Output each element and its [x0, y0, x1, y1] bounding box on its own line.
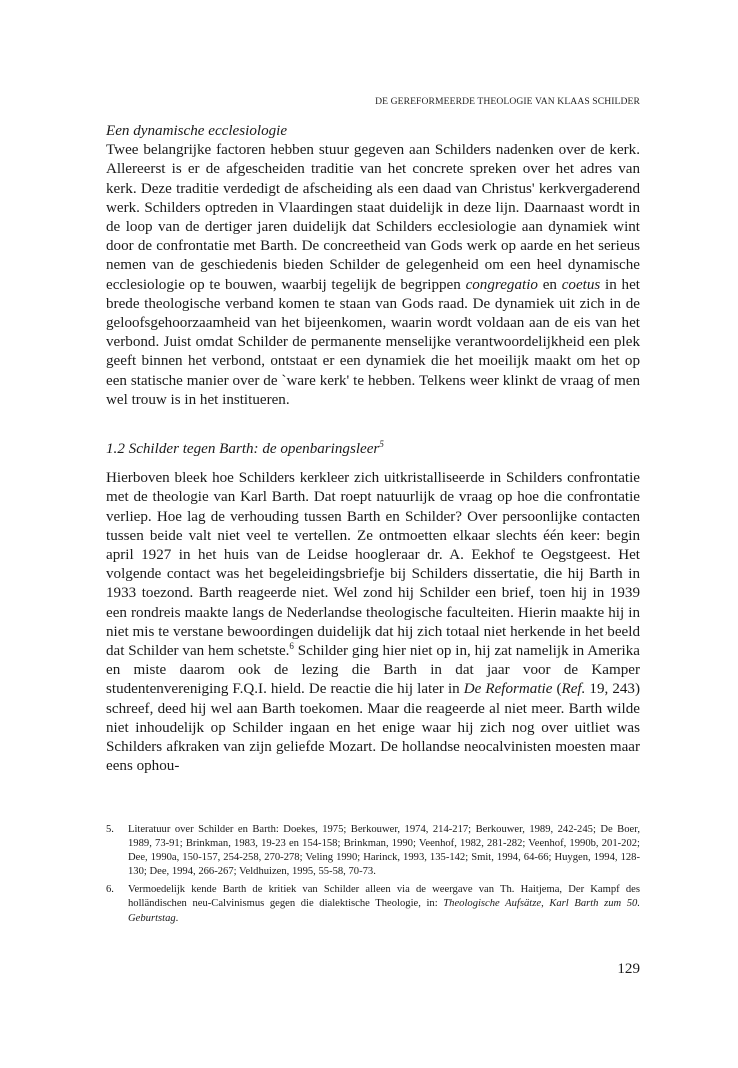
text-run: en — [537, 276, 562, 293]
footnote-6 — [106, 883, 640, 925]
main-text — [106, 122, 640, 777]
text-run: 19, 243) schreef, deed hij wel aan Barth toekomen. Maar die reageerde al niet meer. Barth wilde niet inhoudelijk op Schilder ingaan en het enige waar hij zich nog over uitliet was Schilders afkraken van zijn geliefde Mozart. De hollandse neocalvinisten moesten maar eens ophou- — [106, 681, 640, 775]
emphasis-congregatio: congregatio — [465, 276, 538, 293]
spacer — [106, 459, 640, 469]
heading-text: 1.2 Schilder tegen Barth: de openbaringsleer — [106, 441, 380, 458]
text-run: Schilder ging hier niet op in, hij zat namelijk in Amerika en miste daarom ook de lezing die Barth in dat jaar voor de Kamper studentenvereniging F.Q.I. hield. De reactie die hij later in — [106, 643, 640, 698]
text-run: . — [175, 912, 179, 924]
footnote-5 — [106, 823, 640, 879]
footnote-ref-6[interactable]: 6 — [289, 641, 294, 652]
text-run: Twee belangrijke factoren hebben stuur gegeven aan Schilders nadenken over de kerk. Allereerst is er de afgescheiden traditie van het concrete spreken over het adres van kerk. Deze traditie verdedigt de afscheiding als een daad van Christus' kerkvergaderend werk. Schilders optreden in Vlaardingen staat duidelijk in deze lijn. Daarnaast wordt in de loop van de dertiger jaren duidelijk dat Schilders ecclesiologie aan dynamiek wint door de confrontatie met Barth. De concreetheid van Gods werk op aarde en het serieus nemen van de geschiedenis bieden Schilder de gelegenheid om een heel dynamische ecclesiologie op te bouwen, waarbij tegelijk de begrippen — [106, 142, 640, 293]
text-run: in het brede theologische verband komen te staan van Gods raad. De dynamiek uit zich in de geloofsgehoorzaamheid van het bijeenkomen, waarin wordt voldaan aan de eis van het verbond. Juist omdat Schilder de permanente menselijke verantwoordelijkheid een plek geeft binnen het verbond, ontstaat er een dynamiek die het moeilijk maakt om het op een statische manier over de `ware kerk' te hebben. Telkens weer klinkt de vraag of men wel trouw is in het institueren. — [106, 276, 641, 408]
footnote-number: 5. — [106, 824, 114, 835]
section-heading-openbaringsleer — [106, 440, 640, 459]
footnote-number: 6. — [106, 884, 114, 896]
text-run: Vermoedelijk kende Barth de kritiek van Schilder alleen via de weergave van Th. Haitjema, Der Kampf des holländischen neu-Calvinismus gegen die dialektische Theologie, in: — [128, 884, 640, 910]
page-number: 129 — [617, 961, 640, 977]
emphasis-ref: Ref. — [561, 681, 586, 698]
emphasis-title: Theologische Aufsätze, Karl Barth zum 50. Geburtstag — [128, 898, 640, 924]
footnotes — [106, 823, 640, 930]
section-heading-ecclesiologie: Een dynamische ecclesiologie — [106, 123, 288, 139]
footnote-text — [128, 883, 640, 925]
spacer — [106, 410, 640, 440]
text-run: ( — [552, 681, 562, 698]
footnote-ref-5[interactable]: 5 — [379, 439, 384, 450]
running-head: DE GEREFORMEERDE THEOLOGIE VAN KLAAS SCHILDER — [375, 96, 640, 107]
emphasis-de-reformatie: De Reformatie — [463, 681, 553, 698]
paragraph-ecclesiologie — [106, 141, 640, 410]
emphasis-coetus: coetus — [561, 276, 601, 293]
paragraph-barth — [106, 469, 640, 776]
footnote-text: Literatuur over Schilder en Barth: Doekes, 1975; Berkouwer, 1974, 214-217; Berkouwer, 1989, 242-245; De Boer, 1989, 73-91; Brinkman, 1983, 19-23 en 154-158; Brinkman, 1990; Veenhof, 1982, 281-282; Veenhof, 1990b, 201-202; Dee, 1990a, 150-157, 254-258, 270-278; Veling 1990; Harinck, 1993, 135-142; Smit, 1994, 64-66; Huygen, 1994, 128-130; Dee, 1994, 266-267; Veldhuizen, 1995, 55-58, 70-73. — [128, 824, 640, 878]
text-run: Hierboven bleek hoe Schilders kerkleer zich uitkristalliseerde in Schilders confrontatie met de theologie van Karl Barth. Dat roept natuurlijk de vraag op hoe die confrontatie verliep. Hoe lag de verhouding tussen Barth en Schilder? Over persoonlijke contacten tussen beide valt niet veel te vertellen. Ze ontmoetten elkaar slechts één keer: begin april 1927 in het huis van de Leidse hoogleraar dr. A. Eekhof te Oegstgeest. Het volgende contact was het begeleidingsbriefje bij Schilders dissertatie, die hij Barth in 1933 toezond. Barth reageerde niet. Wel zond hij Schilder een brief, toen hij in 1939 een rondreis maakte langs de Nederlandse theologische faculteiten. Hierin maakte hij in niet mis te verstane bewoordingen duidelijk dat hij zich totaal niet herkende in het beeld dat Schilder van hem schetste. — [106, 470, 640, 660]
